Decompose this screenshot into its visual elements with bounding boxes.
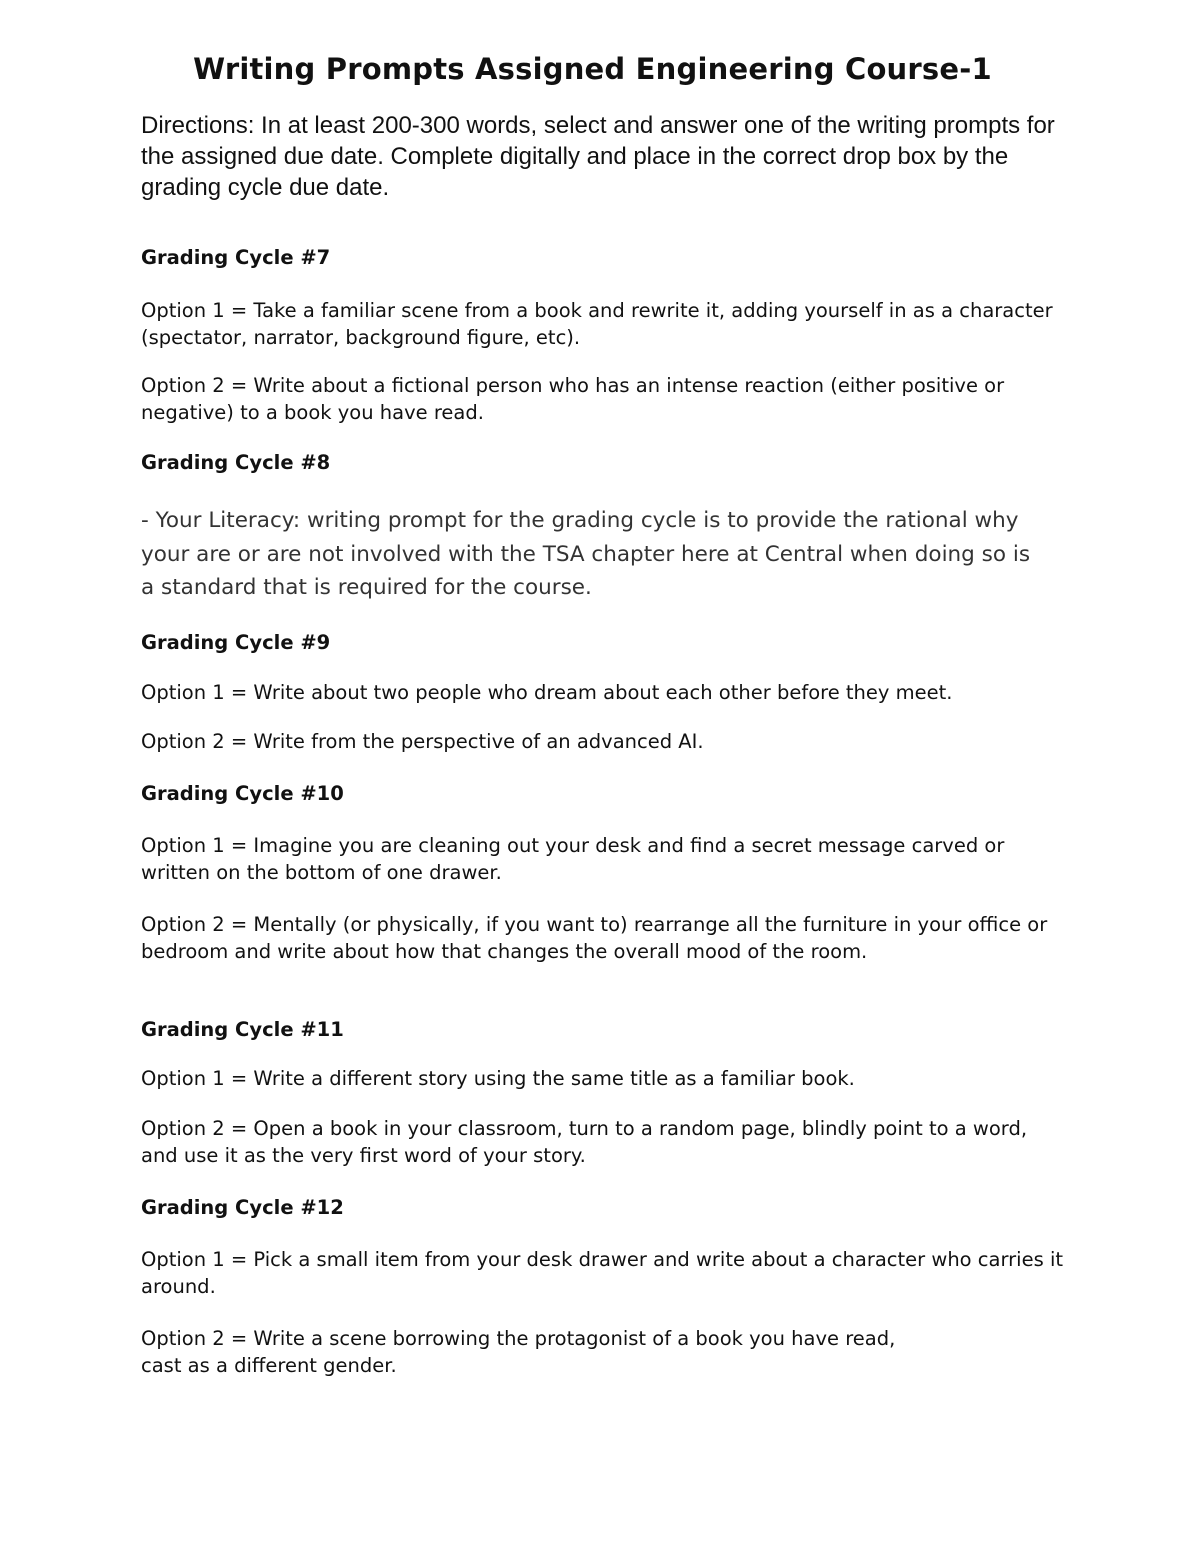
cycle-7-heading: Grading Cycle #7 <box>141 246 331 269</box>
cycle-7-option-1: Option 1 = Take a familiar scene from a book and rewrite it, adding yourself in as a character (spectator, narrator, background figure, etc). <box>141 299 1053 349</box>
cycle-11-option-1: Option 1 = Write a different story using the same title as a familiar book. <box>141 1067 855 1090</box>
cycle-11-heading: Grading Cycle #11 <box>141 1018 344 1041</box>
cycle-9-option-1: Option 1 = Write about two people who dream about each other before they meet. <box>141 681 953 704</box>
cycle-7-option-2: Option 2 = Write about a fictional person who has an intense reaction (either positive or negative) to a book you have read. <box>141 374 1005 424</box>
cycle-10-option-1: Option 1 = Imagine you are cleaning out your desk and find a secret message carved or written on the bottom of one drawer. <box>141 834 1005 884</box>
document-title: Writing Prompts Assigned Engineering Course-1 <box>193 52 992 86</box>
cycle-10-option-2: Option 2 = Mentally (or physically, if you want to) rearrange all the furniture in your office or bedroom and write about how that changes the overall mood of the room. <box>141 913 1048 963</box>
directions-text: Directions: In at least 200-300 words, select and answer one of the writing prompts for the assigned due date. Complete digitally and place in the correct drop box by the grading cycle due date. <box>141 112 1055 201</box>
cycle-11-option-2: Option 2 = Open a book in your classroom, turn to a random page, blindly point to a word, and use it as the very first word of your story. <box>141 1117 1028 1167</box>
cycle-9-heading: Grading Cycle #9 <box>141 631 331 654</box>
cycle-8-heading: Grading Cycle #8 <box>141 451 331 474</box>
cycle-12-option-2: Option 2 = Write a scene borrowing the protagonist of a book you have read, cast as a different gender. <box>141 1327 896 1377</box>
cycle-12-option-1: Option 1 = Pick a small item from your desk drawer and write about a character who carries it around. <box>141 1248 1064 1298</box>
cycle-9-option-2: Option 2 = Write from the perspective of an advanced AI. <box>141 730 704 753</box>
cycle-8-literacy-prompt: - Your Literacy: writing prompt for the grading cycle is to provide the rational why your are or are not involved with the TSA chapter here at Central when doing so is a standard that is required for the course. <box>141 508 1031 600</box>
cycle-12-heading: Grading Cycle #12 <box>141 1196 344 1219</box>
cycle-10-heading: Grading Cycle #10 <box>141 782 344 805</box>
